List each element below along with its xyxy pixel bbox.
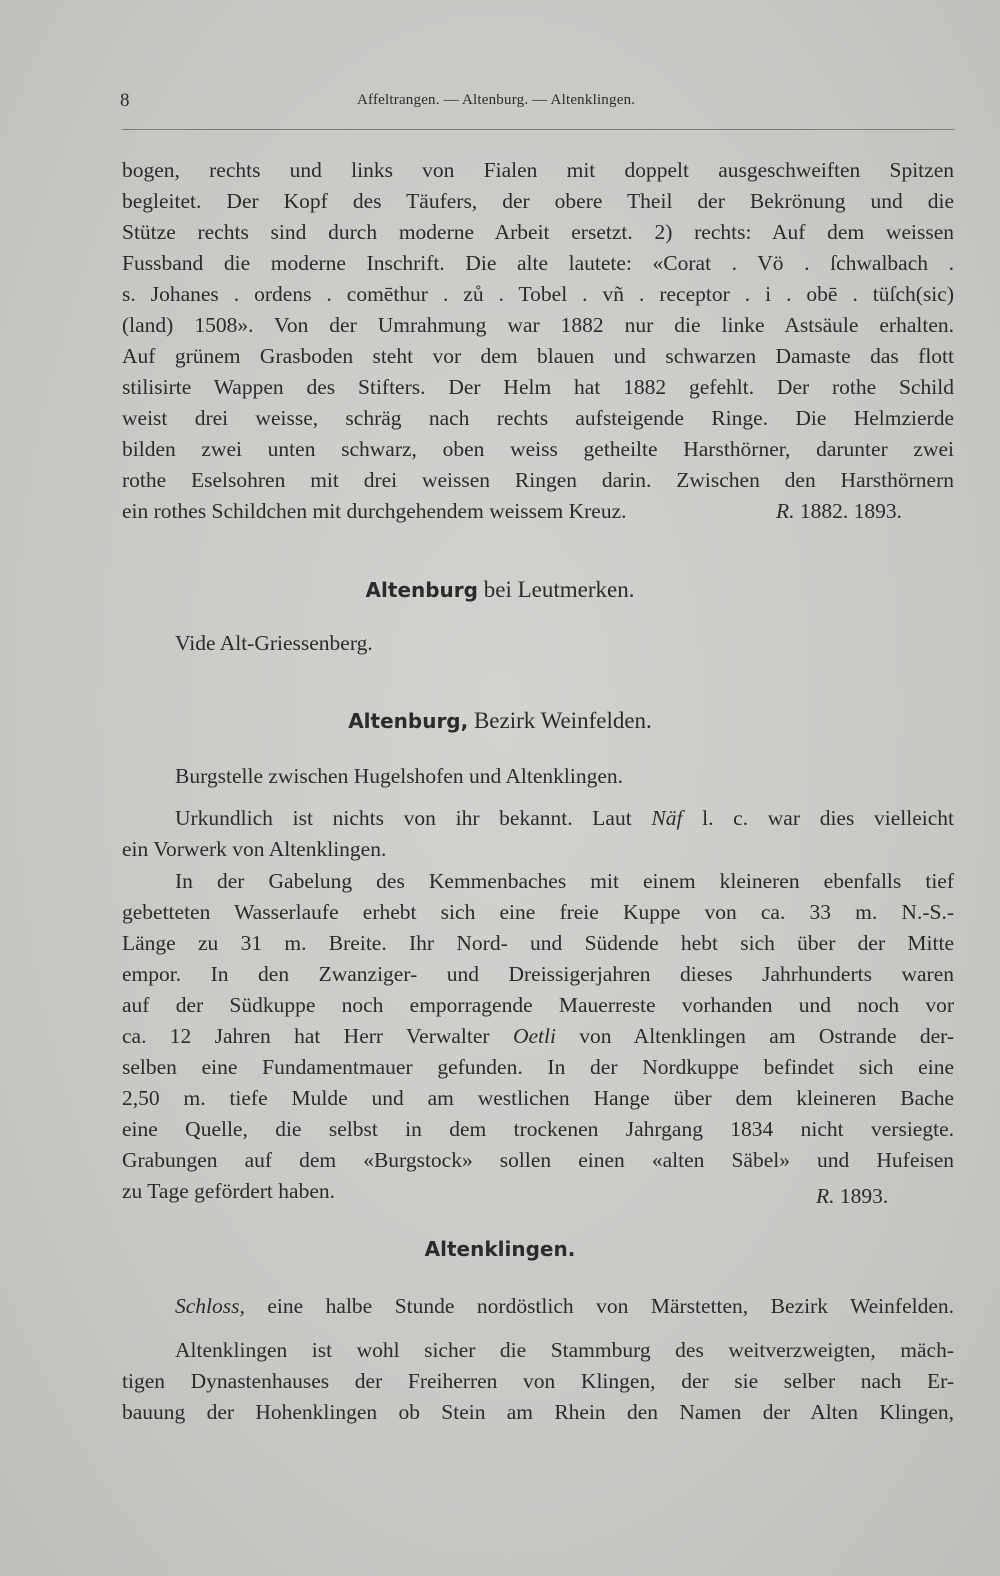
text-line: Vide Alt-Griessenberg.	[175, 631, 373, 655]
signature	[776, 496, 902, 526]
text-line: Burgstelle zwischen Hugelshofen und Altenklingen.	[175, 764, 624, 788]
section-title-bold: Altenburg	[365, 578, 478, 602]
text-line: s. Johanes . ordens . comēthur . zů . Tobel . vñ . receptor . i . obē . tüſch(sic)	[122, 282, 954, 306]
text-span: eine halbe Stunde nordöstlich von Märstetten, Bezirk Weinfelden.	[267, 1294, 954, 1318]
text-span: von Altenklingen am Ostrande der-	[579, 1024, 954, 1048]
text-line: stilisirte Wappen des Stifters. Der Helm hat 1882 gefehlt. Der rothe Schild	[122, 375, 954, 399]
section-title-bold: Altenburg,	[348, 709, 469, 733]
text-line: Länge zu 31 m. Breite. Ihr Nord- und Südende hebt sich über der Mitte	[122, 931, 954, 955]
text-line: Fussband die moderne Inschrift. Die alte lautete: «Corat . Vö . ſchwalbach .	[122, 251, 954, 275]
text-line: begleitet. Der Kopf des Täufers, der obere Theil der Bekrönung und die	[122, 189, 954, 213]
text-line: bilden zwei unten schwarz, oben weiss getheilte Harsthörner, darunter zwei	[122, 437, 954, 461]
text-span: Urkundlich ist nichts von ihr bekannt. Laut	[175, 806, 632, 830]
section-title-rest: Bezirk Weinfelden.	[473, 708, 652, 733]
text-line: zu Tage gefördert haben.	[122, 1179, 335, 1203]
page-header	[120, 90, 955, 114]
text-line	[122, 1021, 954, 1051]
page-number: 8	[120, 90, 130, 111]
section-title	[0, 704, 1000, 738]
text-line: weist drei weisse, schräg nach rechts aufsteigende Ringe. Die Helmzierde	[122, 406, 954, 430]
section-title-rest: bei Leutmerken.	[483, 577, 635, 602]
text-line: selben eine Fundamentmauer gefunden. In der Nordkuppe befindet sich eine	[122, 1055, 954, 1079]
signature-initial: R.	[816, 1184, 835, 1208]
text-span: l. c. war dies vielleicht	[702, 806, 954, 830]
text-line: In der Gabelung des Kemmenbaches mit einem kleineren ebenfalls tief	[175, 869, 954, 893]
text-line: bogen, rechts und links von Fialen mit doppelt ausgeschweiften Spitzen	[122, 158, 954, 182]
header-rule	[122, 129, 954, 130]
text-line: ein Vorwerk von Altenklingen.	[122, 837, 387, 861]
text-line: Grabungen auf dem «Burgstock» sollen einen «alten Säbel» und Hufeisen	[122, 1148, 954, 1172]
text-line: Stütze rechts sind durch moderne Arbeit ersetzt. 2) rechts: Auf dem weissen	[122, 220, 954, 244]
text-line	[175, 1291, 954, 1321]
text-line: rothe Eselsohren mit drei weissen Ringen darin. Zwischen den Harsthörnern	[122, 468, 954, 492]
text-line: Auf grünem Grasboden steht vor dem blauen und schwarzen Damaste das flott	[122, 344, 954, 368]
text-line: gebetteten Wasserlaufe erhebt sich eine freie Kuppe von ca. 33 m. N.-S.-	[122, 900, 954, 924]
section-title-bold: Altenklingen.	[424, 1237, 576, 1261]
signature	[816, 1181, 888, 1211]
text-line: (land) 1508». Von der Umrahmung war 1882 nur die linke Astsäule erhalten.	[122, 313, 954, 337]
text-line: auf der Südkuppe noch emporragende Mauerreste vorhanden und noch vor	[122, 993, 954, 1017]
section-title	[0, 1232, 1000, 1266]
text-line: eine Quelle, die selbst in dem trockenen Jahrgang 1834 nicht versiegte.	[122, 1117, 954, 1141]
text-line: tigen Dynastenhauses der Freiherren von Klingen, der sie selber nach Er-	[122, 1369, 954, 1393]
text-span: ca. 12 Jahren hat Herr Verwalter	[122, 1024, 490, 1048]
text-line: empor. In den Zwanziger- und Dreissigerjahren dieses Jahrhunderts waren	[122, 962, 954, 986]
signature-years: 1882. 1893.	[799, 499, 903, 523]
person-name: Oetli	[512, 1024, 556, 1048]
italic-term: Schloss,	[175, 1294, 245, 1318]
signature-initial: R.	[776, 499, 795, 523]
text-line: 2,50 m. tiefe Mulde und am westlichen Hange über dem kleineren Bache	[122, 1086, 954, 1110]
text-line	[175, 803, 954, 833]
author-name: Näf	[651, 806, 683, 830]
text-line: ein rothes Schildchen mit durchgehendem weissem Kreuz.	[122, 499, 627, 523]
text-line: bauung der Hohenklingen ob Stein am Rhein den Namen der Alten Klingen,	[122, 1400, 954, 1424]
running-head: Affeltrangen. — Altenburg. — Altenklingen.	[357, 92, 636, 108]
signature-years: 1893.	[839, 1184, 889, 1208]
text-line: Altenklingen ist wohl sicher die Stammburg des weitverzweigten, mäch-	[175, 1338, 954, 1362]
section-title	[0, 573, 1000, 607]
